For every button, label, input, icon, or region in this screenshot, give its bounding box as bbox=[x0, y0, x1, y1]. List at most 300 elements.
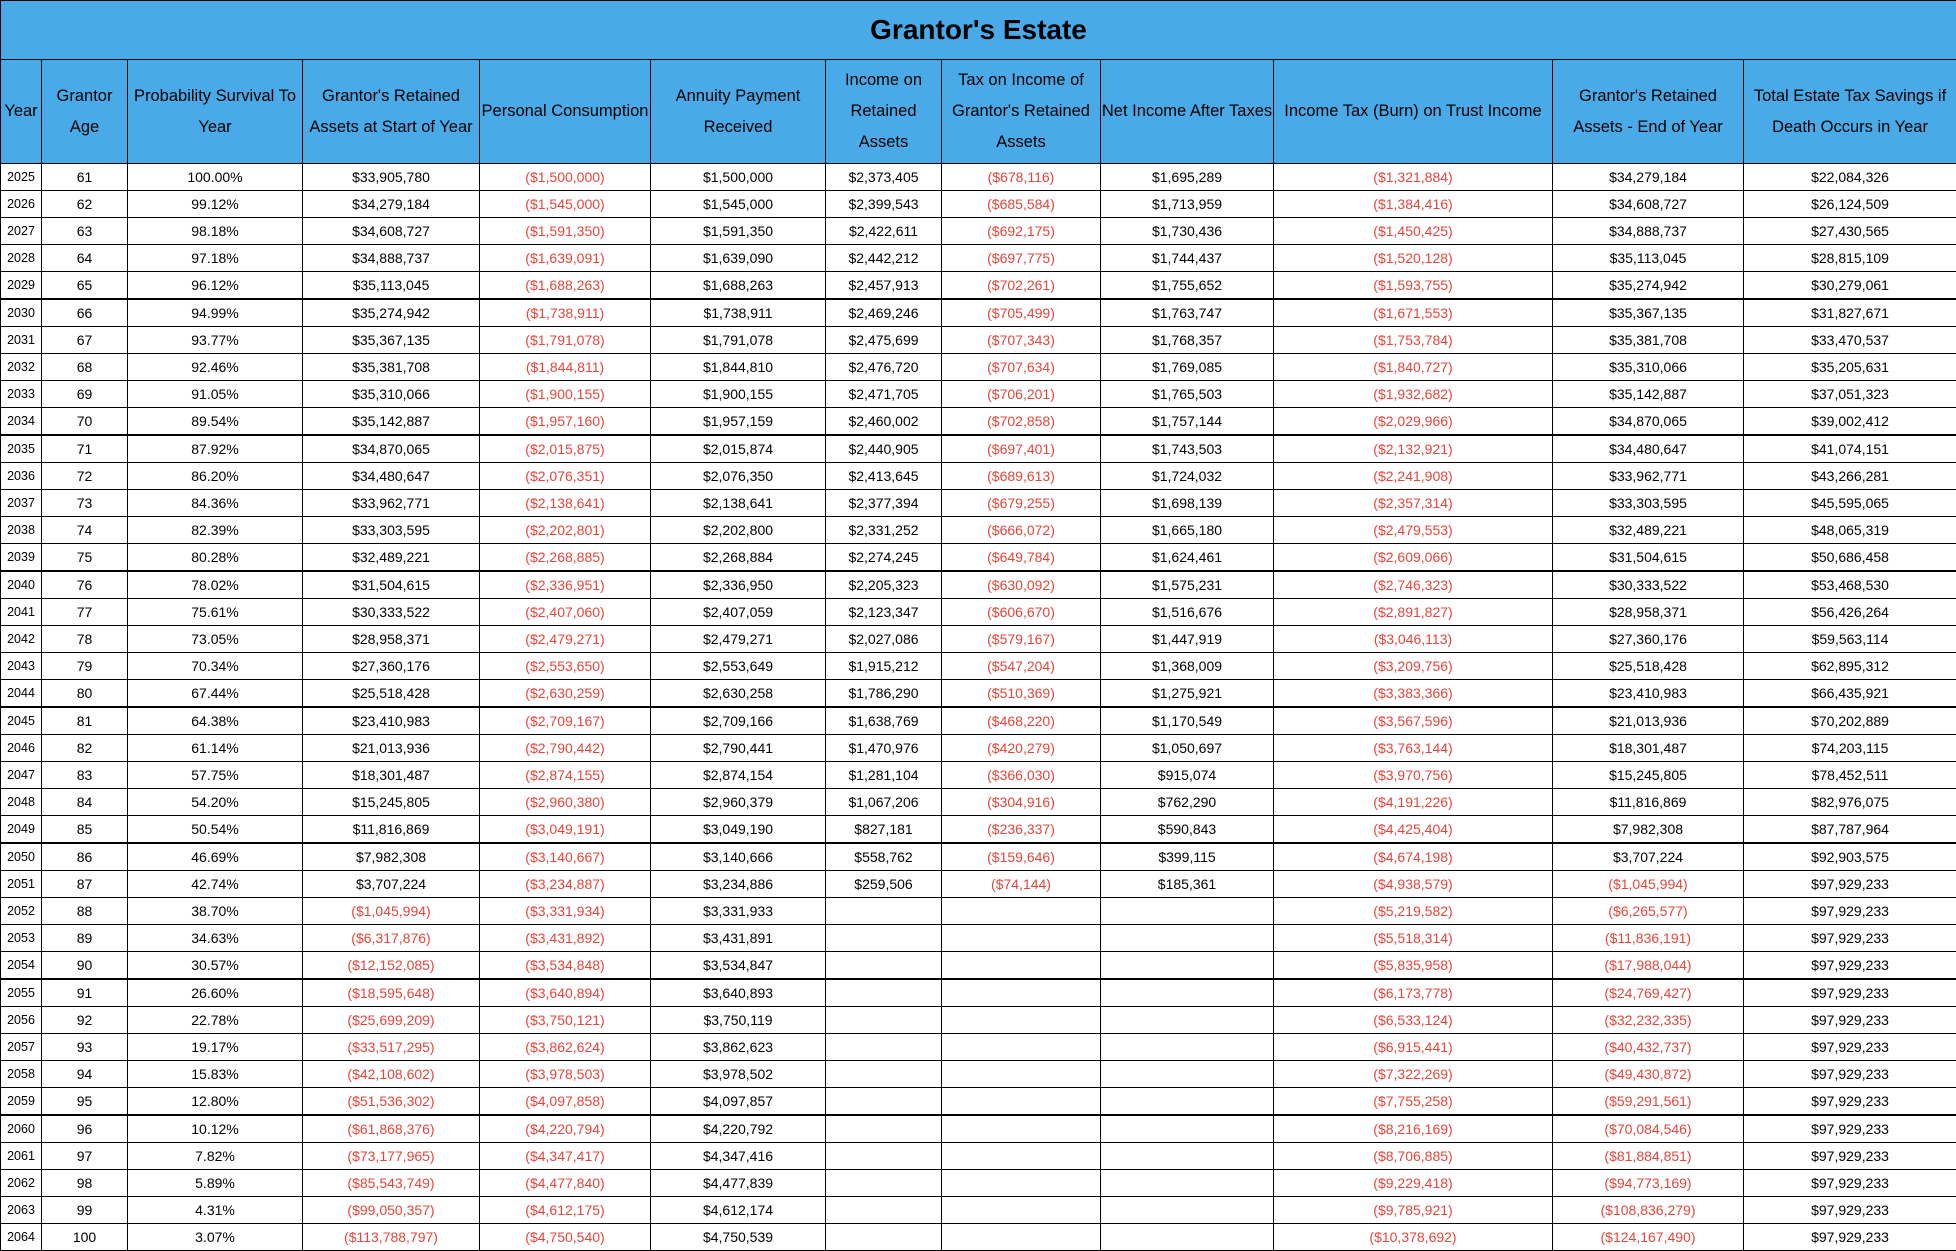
cell-grantor-age: 93 bbox=[42, 1034, 128, 1061]
cell-grantor-age: 87 bbox=[42, 871, 128, 898]
cell-retained-assets-end: $21,013,936 bbox=[1553, 707, 1744, 735]
cell-tax-on-income: ($702,261) bbox=[942, 272, 1101, 300]
cell-retained-assets-start: ($85,543,749) bbox=[303, 1170, 480, 1197]
cell-retained-assets-end: ($70,084,546) bbox=[1553, 1115, 1744, 1143]
cell-estate-tax-savings: $74,203,115 bbox=[1744, 735, 1956, 762]
cell-personal-consumption: ($3,862,624) bbox=[480, 1034, 651, 1061]
cell-grantor-age: 85 bbox=[42, 816, 128, 844]
cell-grantor-age: 100 bbox=[42, 1224, 128, 1251]
cell-grantor-age: 74 bbox=[42, 517, 128, 544]
cell-income-tax-burn: ($9,229,418) bbox=[1274, 1170, 1553, 1197]
cell-tax-on-income bbox=[942, 1007, 1101, 1034]
cell-tax-on-income: ($685,584) bbox=[942, 191, 1101, 218]
cell-annuity-payment: $3,534,847 bbox=[651, 952, 826, 980]
cell-personal-consumption: ($4,612,175) bbox=[480, 1197, 651, 1224]
cell-retained-assets-end: $35,113,045 bbox=[1553, 245, 1744, 272]
cell-income-tax-burn: ($4,425,404) bbox=[1274, 816, 1553, 844]
cell-personal-consumption: ($1,639,091) bbox=[480, 245, 651, 272]
cell-retained-assets-start: $11,816,869 bbox=[303, 816, 480, 844]
cell-income-retained-assets: $2,373,405 bbox=[826, 164, 942, 191]
cell-estate-tax-savings: $82,976,075 bbox=[1744, 789, 1956, 816]
cell-annuity-payment: $2,709,166 bbox=[651, 707, 826, 735]
cell-net-income: $915,074 bbox=[1101, 762, 1274, 789]
cell-personal-consumption: ($2,015,875) bbox=[480, 435, 651, 463]
cell-income-retained-assets: $2,475,699 bbox=[826, 327, 942, 354]
cell-retained-assets-start: $35,310,066 bbox=[303, 381, 480, 408]
cell-income-tax-burn: ($3,209,756) bbox=[1274, 653, 1553, 680]
cell-retained-assets-start: $35,274,942 bbox=[303, 299, 480, 327]
cell-estate-tax-savings: $48,065,319 bbox=[1744, 517, 1956, 544]
cell-net-income: $1,724,032 bbox=[1101, 463, 1274, 490]
cell-net-income bbox=[1101, 1088, 1274, 1116]
cell-personal-consumption: ($3,234,887) bbox=[480, 871, 651, 898]
cell-tax-on-income: ($705,499) bbox=[942, 299, 1101, 327]
cell-net-income: $1,050,697 bbox=[1101, 735, 1274, 762]
table-row bbox=[1, 952, 1956, 980]
cell-retained-assets-start: $3,707,224 bbox=[303, 871, 480, 898]
cell-retained-assets-start: $35,367,135 bbox=[303, 327, 480, 354]
cell-personal-consumption: ($2,874,155) bbox=[480, 762, 651, 789]
cell-year: 2025 bbox=[1, 164, 42, 191]
table-row bbox=[1, 435, 1956, 463]
cell-income-retained-assets: $2,440,905 bbox=[826, 435, 942, 463]
table-row bbox=[1, 517, 1956, 544]
table-row bbox=[1, 680, 1956, 708]
cell-estate-tax-savings: $41,074,151 bbox=[1744, 435, 1956, 463]
cell-income-retained-assets: $1,915,212 bbox=[826, 653, 942, 680]
cell-annuity-payment: $1,900,155 bbox=[651, 381, 826, 408]
table-row bbox=[1, 191, 1956, 218]
cell-tax-on-income: ($679,255) bbox=[942, 490, 1101, 517]
cell-income-tax-burn: ($2,609,066) bbox=[1274, 544, 1553, 572]
cell-grantor-age: 64 bbox=[42, 245, 128, 272]
cell-personal-consumption: ($2,790,442) bbox=[480, 735, 651, 762]
cell-grantor-age: 65 bbox=[42, 272, 128, 300]
cell-annuity-payment: $3,862,623 bbox=[651, 1034, 826, 1061]
cell-tax-on-income bbox=[942, 979, 1101, 1007]
cell-estate-tax-savings: $31,827,671 bbox=[1744, 299, 1956, 327]
cell-net-income: $1,695,289 bbox=[1101, 164, 1274, 191]
cell-year: 2056 bbox=[1, 1007, 42, 1034]
cell-retained-assets-end: $32,489,221 bbox=[1553, 517, 1744, 544]
cell-retained-assets-end: $25,518,428 bbox=[1553, 653, 1744, 680]
cell-year: 2035 bbox=[1, 435, 42, 463]
cell-tax-on-income: ($579,167) bbox=[942, 626, 1101, 653]
table-row bbox=[1, 871, 1956, 898]
cell-income-retained-assets bbox=[826, 979, 942, 1007]
cell-probability-survival: 70.34% bbox=[128, 653, 303, 680]
table-row bbox=[1, 381, 1956, 408]
cell-tax-on-income: ($692,175) bbox=[942, 218, 1101, 245]
cell-retained-assets-end: $34,608,727 bbox=[1553, 191, 1744, 218]
cell-estate-tax-savings: $70,202,889 bbox=[1744, 707, 1956, 735]
cell-income-retained-assets bbox=[826, 925, 942, 952]
cell-personal-consumption: ($1,688,263) bbox=[480, 272, 651, 300]
cell-probability-survival: 46.69% bbox=[128, 843, 303, 871]
cell-income-tax-burn: ($1,321,884) bbox=[1274, 164, 1553, 191]
cell-retained-assets-start: ($51,536,302) bbox=[303, 1088, 480, 1116]
cell-net-income: $1,768,357 bbox=[1101, 327, 1274, 354]
cell-income-retained-assets: $2,274,245 bbox=[826, 544, 942, 572]
cell-year: 2040 bbox=[1, 571, 42, 599]
cell-retained-assets-end: $34,279,184 bbox=[1553, 164, 1744, 191]
col-header-retained-assets-end: Grantor's Retained Assets - End of Year bbox=[1553, 60, 1744, 164]
cell-income-retained-assets: $2,123,347 bbox=[826, 599, 942, 626]
cell-personal-consumption: ($2,407,060) bbox=[480, 599, 651, 626]
cell-retained-assets-start: ($73,177,965) bbox=[303, 1143, 480, 1170]
cell-retained-assets-start: ($25,699,209) bbox=[303, 1007, 480, 1034]
cell-probability-survival: 97.18% bbox=[128, 245, 303, 272]
cell-year: 2045 bbox=[1, 707, 42, 735]
cell-estate-tax-savings: $22,084,326 bbox=[1744, 164, 1956, 191]
cell-tax-on-income bbox=[942, 952, 1101, 980]
table-row bbox=[1, 1170, 1956, 1197]
col-header-annuity-payment: Annuity Payment Received bbox=[651, 60, 826, 164]
cell-income-retained-assets bbox=[826, 1224, 942, 1251]
cell-net-income: $185,361 bbox=[1101, 871, 1274, 898]
cell-grantor-age: 61 bbox=[42, 164, 128, 191]
cell-net-income: $1,624,461 bbox=[1101, 544, 1274, 572]
cell-personal-consumption: ($1,738,911) bbox=[480, 299, 651, 327]
cell-net-income: $1,447,919 bbox=[1101, 626, 1274, 653]
cell-retained-assets-end: $15,245,805 bbox=[1553, 762, 1744, 789]
cell-retained-assets-start: $23,410,983 bbox=[303, 707, 480, 735]
cell-income-retained-assets: $1,281,104 bbox=[826, 762, 942, 789]
col-header-income-tax-burn: Income Tax (Burn) on Trust Income bbox=[1274, 60, 1553, 164]
cell-income-tax-burn: ($1,450,425) bbox=[1274, 218, 1553, 245]
cell-probability-survival: 3.07% bbox=[128, 1224, 303, 1251]
cell-probability-survival: 19.17% bbox=[128, 1034, 303, 1061]
cell-tax-on-income bbox=[942, 1224, 1101, 1251]
cell-estate-tax-savings: $43,266,281 bbox=[1744, 463, 1956, 490]
cell-income-retained-assets: $2,457,913 bbox=[826, 272, 942, 300]
cell-personal-consumption: ($3,534,848) bbox=[480, 952, 651, 980]
cell-retained-assets-end: ($6,265,577) bbox=[1553, 898, 1744, 925]
cell-income-tax-burn: ($2,357,314) bbox=[1274, 490, 1553, 517]
cell-income-tax-burn: ($2,746,323) bbox=[1274, 571, 1553, 599]
cell-net-income bbox=[1101, 1007, 1274, 1034]
col-header-income-retained-assets: Income on Retained Assets bbox=[826, 60, 942, 164]
cell-net-income bbox=[1101, 1224, 1274, 1251]
cell-personal-consumption: ($3,140,667) bbox=[480, 843, 651, 871]
cell-year: 2061 bbox=[1, 1143, 42, 1170]
cell-tax-on-income: ($420,279) bbox=[942, 735, 1101, 762]
cell-tax-on-income bbox=[942, 1143, 1101, 1170]
cell-retained-assets-end: $7,982,308 bbox=[1553, 816, 1744, 844]
cell-probability-survival: 4.31% bbox=[128, 1197, 303, 1224]
cell-retained-assets-end: ($17,988,044) bbox=[1553, 952, 1744, 980]
cell-year: 2060 bbox=[1, 1115, 42, 1143]
cell-personal-consumption: ($2,076,351) bbox=[480, 463, 651, 490]
cell-retained-assets-start: $33,303,595 bbox=[303, 517, 480, 544]
cell-retained-assets-end: $33,962,771 bbox=[1553, 463, 1744, 490]
cell-year: 2030 bbox=[1, 299, 42, 327]
cell-tax-on-income: ($74,144) bbox=[942, 871, 1101, 898]
cell-annuity-payment: $4,612,174 bbox=[651, 1197, 826, 1224]
cell-annuity-payment: $2,015,874 bbox=[651, 435, 826, 463]
cell-income-retained-assets bbox=[826, 1088, 942, 1116]
cell-probability-survival: 57.75% bbox=[128, 762, 303, 789]
cell-grantor-age: 89 bbox=[42, 925, 128, 952]
cell-retained-assets-end: $35,367,135 bbox=[1553, 299, 1744, 327]
cell-income-retained-assets: $2,422,611 bbox=[826, 218, 942, 245]
cell-income-tax-burn: ($1,520,128) bbox=[1274, 245, 1553, 272]
table-row bbox=[1, 1143, 1956, 1170]
cell-year: 2029 bbox=[1, 272, 42, 300]
cell-annuity-payment: $2,407,059 bbox=[651, 599, 826, 626]
cell-tax-on-income: ($649,784) bbox=[942, 544, 1101, 572]
cell-grantor-age: 98 bbox=[42, 1170, 128, 1197]
cell-probability-survival: 80.28% bbox=[128, 544, 303, 572]
cell-personal-consumption: ($2,960,380) bbox=[480, 789, 651, 816]
cell-probability-survival: 73.05% bbox=[128, 626, 303, 653]
cell-estate-tax-savings: $97,929,233 bbox=[1744, 871, 1956, 898]
cell-probability-survival: 30.57% bbox=[128, 952, 303, 980]
cell-annuity-payment: $2,268,884 bbox=[651, 544, 826, 572]
cell-estate-tax-savings: $97,929,233 bbox=[1744, 1143, 1956, 1170]
cell-annuity-payment: $2,202,800 bbox=[651, 517, 826, 544]
cell-tax-on-income: ($304,916) bbox=[942, 789, 1101, 816]
cell-year: 2047 bbox=[1, 762, 42, 789]
cell-estate-tax-savings: $53,468,530 bbox=[1744, 571, 1956, 599]
cell-estate-tax-savings: $35,205,631 bbox=[1744, 354, 1956, 381]
cell-annuity-payment: $3,431,891 bbox=[651, 925, 826, 952]
cell-tax-on-income bbox=[942, 1197, 1101, 1224]
cell-year: 2031 bbox=[1, 327, 42, 354]
cell-retained-assets-start: ($33,517,295) bbox=[303, 1034, 480, 1061]
cell-estate-tax-savings: $97,929,233 bbox=[1744, 1034, 1956, 1061]
cell-retained-assets-end: $33,303,595 bbox=[1553, 490, 1744, 517]
header-row bbox=[1, 60, 1956, 164]
cell-year: 2046 bbox=[1, 735, 42, 762]
cell-tax-on-income: ($606,670) bbox=[942, 599, 1101, 626]
cell-net-income bbox=[1101, 1115, 1274, 1143]
cell-estate-tax-savings: $92,903,575 bbox=[1744, 843, 1956, 871]
cell-net-income: $1,769,085 bbox=[1101, 354, 1274, 381]
cell-retained-assets-end: ($94,773,169) bbox=[1553, 1170, 1744, 1197]
cell-grantor-age: 96 bbox=[42, 1115, 128, 1143]
cell-retained-assets-end: $18,301,487 bbox=[1553, 735, 1744, 762]
cell-personal-consumption: ($2,336,951) bbox=[480, 571, 651, 599]
cell-probability-survival: 5.89% bbox=[128, 1170, 303, 1197]
cell-tax-on-income: ($707,634) bbox=[942, 354, 1101, 381]
cell-income-retained-assets bbox=[826, 1034, 942, 1061]
cell-income-retained-assets: $1,638,769 bbox=[826, 707, 942, 735]
cell-annuity-payment: $4,220,792 bbox=[651, 1115, 826, 1143]
cell-probability-survival: 82.39% bbox=[128, 517, 303, 544]
cell-year: 2062 bbox=[1, 1170, 42, 1197]
cell-income-retained-assets: $2,460,002 bbox=[826, 408, 942, 436]
cell-income-retained-assets bbox=[826, 1007, 942, 1034]
table-row bbox=[1, 1197, 1956, 1224]
cell-retained-assets-end: ($124,167,490) bbox=[1553, 1224, 1744, 1251]
cell-annuity-payment: $3,234,886 bbox=[651, 871, 826, 898]
cell-income-tax-burn: ($7,322,269) bbox=[1274, 1061, 1553, 1088]
cell-retained-assets-start: ($99,050,357) bbox=[303, 1197, 480, 1224]
cell-retained-assets-start: $34,480,647 bbox=[303, 463, 480, 490]
cell-personal-consumption: ($3,431,892) bbox=[480, 925, 651, 952]
cell-retained-assets-end: $23,410,983 bbox=[1553, 680, 1744, 708]
cell-net-income: $1,170,549 bbox=[1101, 707, 1274, 735]
cell-personal-consumption: ($2,709,167) bbox=[480, 707, 651, 735]
cell-personal-consumption: ($2,479,271) bbox=[480, 626, 651, 653]
cell-tax-on-income: ($366,030) bbox=[942, 762, 1101, 789]
cell-year: 2027 bbox=[1, 218, 42, 245]
cell-estate-tax-savings: $97,929,233 bbox=[1744, 898, 1956, 925]
table-row bbox=[1, 898, 1956, 925]
table-row bbox=[1, 653, 1956, 680]
cell-annuity-payment: $1,500,000 bbox=[651, 164, 826, 191]
cell-year: 2063 bbox=[1, 1197, 42, 1224]
cell-tax-on-income: ($159,646) bbox=[942, 843, 1101, 871]
cell-income-tax-burn: ($5,518,314) bbox=[1274, 925, 1553, 952]
cell-tax-on-income bbox=[942, 925, 1101, 952]
cell-grantor-age: 84 bbox=[42, 789, 128, 816]
table-row bbox=[1, 843, 1956, 871]
cell-personal-consumption: ($2,268,885) bbox=[480, 544, 651, 572]
table-row bbox=[1, 490, 1956, 517]
cell-net-income bbox=[1101, 952, 1274, 980]
cell-retained-assets-start: $32,489,221 bbox=[303, 544, 480, 572]
cell-estate-tax-savings: $26,124,509 bbox=[1744, 191, 1956, 218]
cell-probability-survival: 26.60% bbox=[128, 979, 303, 1007]
cell-annuity-payment: $4,750,539 bbox=[651, 1224, 826, 1251]
cell-net-income: $1,516,676 bbox=[1101, 599, 1274, 626]
cell-tax-on-income bbox=[942, 1061, 1101, 1088]
cell-net-income: $1,743,503 bbox=[1101, 435, 1274, 463]
cell-net-income: $1,755,652 bbox=[1101, 272, 1274, 300]
cell-estate-tax-savings: $78,452,511 bbox=[1744, 762, 1956, 789]
cell-year: 2048 bbox=[1, 789, 42, 816]
cell-tax-on-income: ($702,858) bbox=[942, 408, 1101, 436]
table-row bbox=[1, 925, 1956, 952]
cell-grantor-age: 88 bbox=[42, 898, 128, 925]
cell-personal-consumption: ($3,978,503) bbox=[480, 1061, 651, 1088]
cell-estate-tax-savings: $37,051,323 bbox=[1744, 381, 1956, 408]
cell-income-retained-assets: $2,469,246 bbox=[826, 299, 942, 327]
cell-estate-tax-savings: $97,929,233 bbox=[1744, 1197, 1956, 1224]
cell-personal-consumption: ($2,138,641) bbox=[480, 490, 651, 517]
table-row bbox=[1, 299, 1956, 327]
cell-probability-survival: 38.70% bbox=[128, 898, 303, 925]
cell-income-retained-assets: $558,762 bbox=[826, 843, 942, 871]
cell-year: 2037 bbox=[1, 490, 42, 517]
cell-income-retained-assets: $827,181 bbox=[826, 816, 942, 844]
cell-estate-tax-savings: $97,929,233 bbox=[1744, 1224, 1956, 1251]
cell-probability-survival: 7.82% bbox=[128, 1143, 303, 1170]
cell-income-tax-burn: ($2,479,553) bbox=[1274, 517, 1553, 544]
cell-grantor-age: 97 bbox=[42, 1143, 128, 1170]
cell-net-income: $1,713,959 bbox=[1101, 191, 1274, 218]
cell-annuity-payment: $2,630,258 bbox=[651, 680, 826, 708]
cell-tax-on-income: ($706,201) bbox=[942, 381, 1101, 408]
cell-grantor-age: 70 bbox=[42, 408, 128, 436]
cell-estate-tax-savings: $87,787,964 bbox=[1744, 816, 1956, 844]
cell-grantor-age: 90 bbox=[42, 952, 128, 980]
cell-retained-assets-start: $7,982,308 bbox=[303, 843, 480, 871]
cell-estate-tax-savings: $66,435,921 bbox=[1744, 680, 1956, 708]
table-row bbox=[1, 626, 1956, 653]
cell-income-tax-burn: ($1,932,682) bbox=[1274, 381, 1553, 408]
table-row bbox=[1, 1061, 1956, 1088]
cell-year: 2054 bbox=[1, 952, 42, 980]
cell-tax-on-income: ($666,072) bbox=[942, 517, 1101, 544]
cell-income-retained-assets: $2,442,212 bbox=[826, 245, 942, 272]
cell-year: 2043 bbox=[1, 653, 42, 680]
cell-annuity-payment: $4,477,839 bbox=[651, 1170, 826, 1197]
cell-tax-on-income bbox=[942, 1170, 1101, 1197]
cell-personal-consumption: ($2,630,259) bbox=[480, 680, 651, 708]
cell-probability-survival: 15.83% bbox=[128, 1061, 303, 1088]
cell-retained-assets-end: $3,707,224 bbox=[1553, 843, 1744, 871]
cell-annuity-payment: $3,140,666 bbox=[651, 843, 826, 871]
cell-personal-consumption: ($3,049,191) bbox=[480, 816, 651, 844]
cell-estate-tax-savings: $97,929,233 bbox=[1744, 1061, 1956, 1088]
cell-grantor-age: 69 bbox=[42, 381, 128, 408]
cell-income-tax-burn: ($1,384,416) bbox=[1274, 191, 1553, 218]
cell-year: 2041 bbox=[1, 599, 42, 626]
cell-net-income: $1,757,144 bbox=[1101, 408, 1274, 436]
cell-income-tax-burn: ($3,567,596) bbox=[1274, 707, 1553, 735]
cell-income-retained-assets: $2,476,720 bbox=[826, 354, 942, 381]
cell-tax-on-income: ($630,092) bbox=[942, 571, 1101, 599]
table-row bbox=[1, 463, 1956, 490]
cell-net-income: $1,368,009 bbox=[1101, 653, 1274, 680]
table-row bbox=[1, 327, 1956, 354]
cell-income-tax-burn: ($4,191,226) bbox=[1274, 789, 1553, 816]
cell-estate-tax-savings: $97,929,233 bbox=[1744, 1115, 1956, 1143]
cell-income-tax-burn: ($3,970,756) bbox=[1274, 762, 1553, 789]
cell-year: 2055 bbox=[1, 979, 42, 1007]
cell-annuity-payment: $1,738,911 bbox=[651, 299, 826, 327]
table-row bbox=[1, 354, 1956, 381]
cell-grantor-age: 72 bbox=[42, 463, 128, 490]
cell-retained-assets-start: $18,301,487 bbox=[303, 762, 480, 789]
cell-retained-assets-end: $35,310,066 bbox=[1553, 354, 1744, 381]
cell-probability-survival: 10.12% bbox=[128, 1115, 303, 1143]
cell-retained-assets-start: ($42,108,602) bbox=[303, 1061, 480, 1088]
cell-annuity-payment: $2,479,271 bbox=[651, 626, 826, 653]
cell-retained-assets-start: $33,905,780 bbox=[303, 164, 480, 191]
cell-annuity-payment: $4,097,857 bbox=[651, 1088, 826, 1116]
cell-income-tax-burn: ($6,173,778) bbox=[1274, 979, 1553, 1007]
cell-income-tax-burn: ($8,706,885) bbox=[1274, 1143, 1553, 1170]
cell-income-retained-assets bbox=[826, 1197, 942, 1224]
col-header-net-income: Net Income After Taxes bbox=[1101, 60, 1274, 164]
cell-personal-consumption: ($1,545,000) bbox=[480, 191, 651, 218]
cell-income-tax-burn: ($1,753,784) bbox=[1274, 327, 1553, 354]
cell-year: 2036 bbox=[1, 463, 42, 490]
cell-annuity-payment: $2,553,649 bbox=[651, 653, 826, 680]
cell-retained-assets-start: $27,360,176 bbox=[303, 653, 480, 680]
cell-income-retained-assets: $2,377,394 bbox=[826, 490, 942, 517]
cell-annuity-payment: $4,347,416 bbox=[651, 1143, 826, 1170]
table-row bbox=[1, 245, 1956, 272]
col-header-grantor-age: Grantor Age bbox=[42, 60, 128, 164]
cell-net-income: $1,275,921 bbox=[1101, 680, 1274, 708]
cell-probability-survival: 93.77% bbox=[128, 327, 303, 354]
cell-retained-assets-end: $31,504,615 bbox=[1553, 544, 1744, 572]
cell-probability-survival: 61.14% bbox=[128, 735, 303, 762]
col-header-year: Year bbox=[1, 60, 42, 164]
table-row bbox=[1, 1115, 1956, 1143]
cell-retained-assets-end: ($40,432,737) bbox=[1553, 1034, 1744, 1061]
cell-net-income bbox=[1101, 1061, 1274, 1088]
cell-year: 2053 bbox=[1, 925, 42, 952]
cell-probability-survival: 91.05% bbox=[128, 381, 303, 408]
cell-retained-assets-start: ($61,868,376) bbox=[303, 1115, 480, 1143]
cell-probability-survival: 98.18% bbox=[128, 218, 303, 245]
